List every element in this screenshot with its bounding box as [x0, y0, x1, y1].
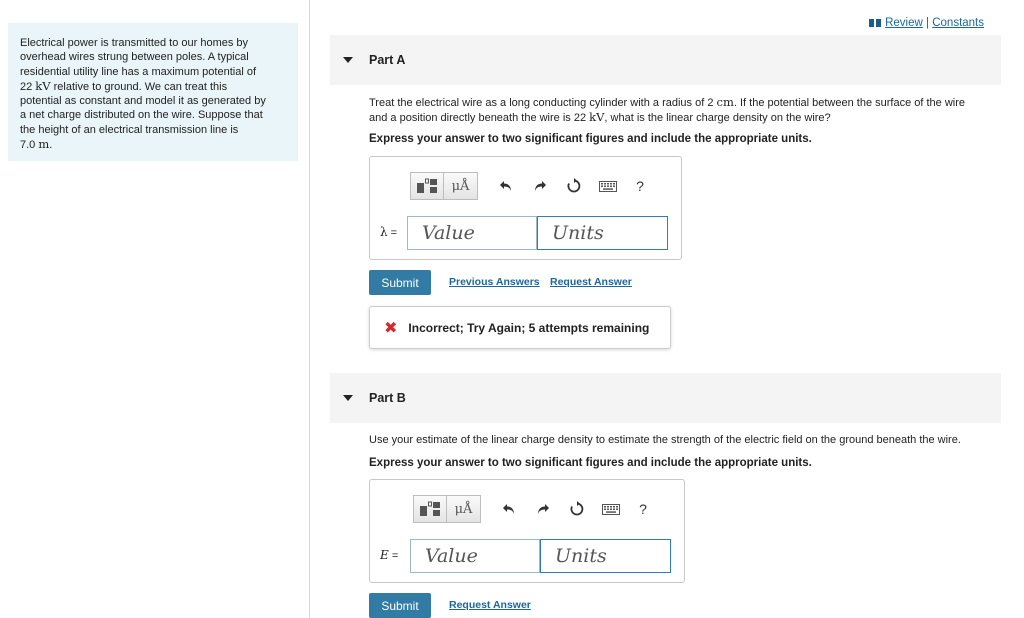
part-a-header[interactable]	[330, 35, 1001, 85]
help-icon[interactable]: ?	[639, 501, 647, 517]
variable-label: λ =	[380, 225, 398, 239]
value-input[interactable]: Value	[407, 216, 537, 250]
incorrect-x-icon: ✖	[384, 319, 398, 337]
templates-button[interactable]	[410, 172, 444, 200]
units-symbol-button[interactable]: μÅ	[444, 172, 478, 200]
column-divider	[309, 0, 310, 618]
top-links: Review | Constants	[869, 17, 984, 29]
part-a-submit-button[interactable]: Submit	[369, 270, 431, 295]
variable-label: E =	[380, 548, 399, 562]
feedback-text: Incorrect; Try Again; 5 attempts remaining	[408, 320, 650, 335]
book-icon	[869, 19, 881, 27]
problem-line: residential utility line has a maximum potential of	[20, 65, 257, 78]
templates-icon	[416, 178, 438, 194]
problem-line: Electrical power is transmitted to our homes by	[20, 37, 249, 49]
unit-kv: kV	[35, 78, 51, 93]
part-a-instruction: Express your answer to two significant figures and include the appropriate units.	[369, 133, 812, 145]
part-b-title: Part B	[369, 391, 406, 405]
part-a-answer-box	[369, 156, 682, 260]
problem-line: overhead wires strung between poles. A typical	[20, 51, 249, 64]
part-b-submit-button[interactable]: Submit	[369, 593, 431, 618]
reset-icon[interactable]	[564, 176, 584, 196]
part-a-question: Treat the electrical wire as a long conducting cylinder with a radius of 2 cm. If the potential between the surface of the wire and a position directly beneath the wire is 22 kV, what is the linear charge density on the wire?	[369, 95, 965, 124]
part-b-answer-box	[369, 479, 685, 583]
previous-answers-link[interactable]: Previous Answers	[449, 276, 540, 288]
reset-icon[interactable]	[567, 499, 587, 519]
problem-line: 7.0 m.	[20, 137, 53, 152]
part-b-instruction: Express your answer to two significant figures and include the appropriate units.	[369, 457, 812, 469]
undo-icon[interactable]	[496, 176, 516, 196]
undo-icon[interactable]	[499, 499, 519, 519]
templates-button[interactable]	[413, 495, 447, 523]
units-input[interactable]: Units	[540, 539, 671, 573]
part-a-title: Part A	[369, 53, 406, 67]
math-toolbar	[410, 172, 646, 200]
units-symbol-button[interactable]: μÅ	[447, 495, 481, 523]
keyboard-icon[interactable]	[601, 499, 621, 519]
problem-line: the height of an electrical transmission line is	[20, 123, 239, 136]
part-b-header[interactable]	[330, 373, 1001, 423]
redo-icon[interactable]	[530, 176, 550, 196]
feedback-message	[369, 306, 671, 349]
problem-statement	[8, 23, 298, 161]
review-link[interactable]: Review	[885, 17, 923, 29]
constants-link[interactable]: Constants	[932, 17, 984, 29]
unit-m: m	[38, 137, 50, 152]
templates-icon	[419, 501, 441, 517]
value-input[interactable]: Value	[410, 539, 540, 573]
units-input[interactable]: Units	[537, 216, 668, 250]
collapse-caret-icon[interactable]	[343, 57, 353, 63]
help-icon[interactable]: ?	[636, 178, 644, 194]
math-toolbar	[413, 495, 649, 523]
redo-icon[interactable]	[533, 499, 553, 519]
collapse-caret-icon[interactable]	[343, 395, 353, 401]
part-b-request-answer-link[interactable]: Request Answer	[449, 599, 531, 611]
part-a-request-answer-link[interactable]: Request Answer	[550, 276, 632, 288]
keyboard-icon[interactable]	[598, 176, 618, 196]
part-b-question: Use your estimate of the linear charge density to estimate the strength of the electric field on the ground beneath the wire.	[369, 434, 961, 446]
problem-line: 22 kV relative to ground. We can treat this	[20, 78, 228, 93]
problem-line: potential as constant and model it as generated by	[20, 95, 266, 108]
problem-line: a net charge distributed on the wire. Suppose that	[20, 109, 263, 122]
